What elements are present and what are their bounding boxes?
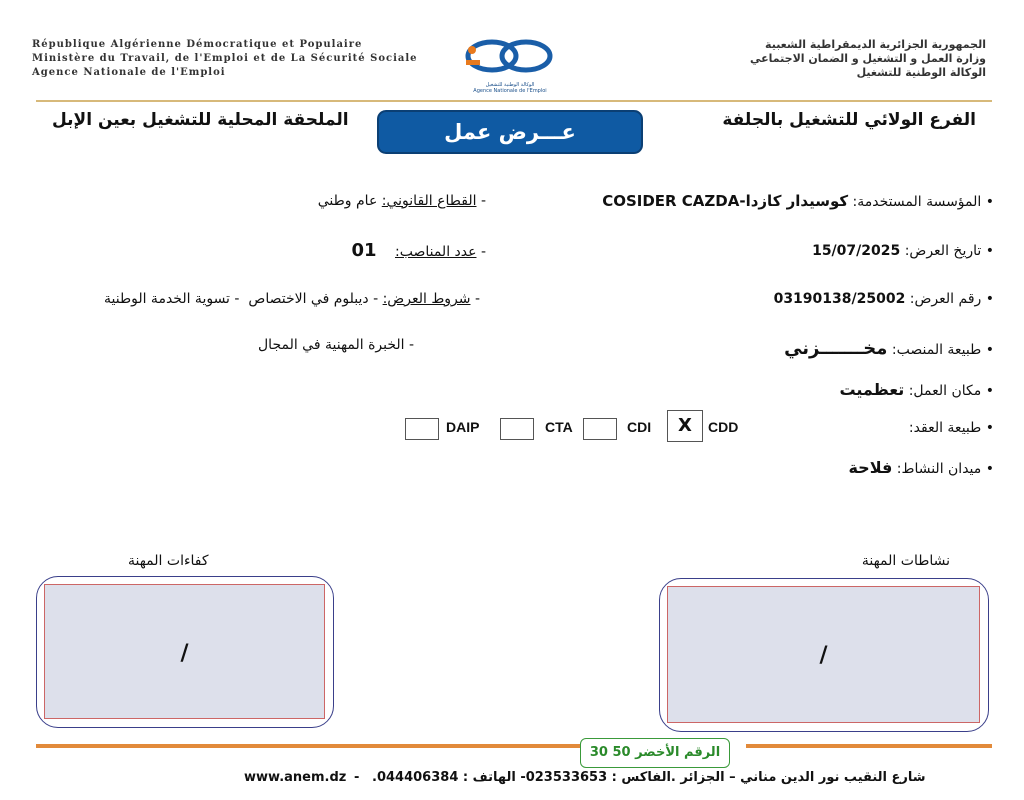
contract-field: • طبيعة العقد: bbox=[908, 420, 994, 436]
green-number: الرقم الأخضر 50 30 bbox=[580, 738, 730, 768]
header-french bbox=[32, 38, 422, 80]
cdd-label: CDD bbox=[708, 419, 739, 435]
cta-label: CTA bbox=[545, 419, 573, 435]
positions-count-label: عدد المناصب: bbox=[395, 244, 477, 260]
skills-panel bbox=[36, 576, 334, 728]
date-label: تاريخ العرض: bbox=[904, 243, 982, 259]
workplace-value: تعظميت bbox=[839, 380, 905, 399]
workplace-label: مكان العمل: bbox=[908, 383, 982, 399]
activity-value: فلاحة bbox=[848, 458, 893, 477]
date-field: • تاريخ العرض: 15/07/2025 bbox=[812, 243, 994, 259]
activities-panel-body bbox=[667, 586, 980, 723]
condition-3: الخبرة المهنية في المجال bbox=[258, 337, 405, 353]
agency-annex: الملحقة المحلية للتشغيل بعين الإبل bbox=[52, 110, 349, 130]
skills-value: / bbox=[180, 641, 189, 666]
anem-logo-icon bbox=[450, 36, 570, 78]
cdi-checkbox[interactable] bbox=[583, 418, 617, 440]
activity-label: ميدان النشاط: bbox=[896, 461, 982, 477]
header-ar-line2: وزارة العمل و التشغيل و الضمان الاجتماعي bbox=[750, 52, 986, 65]
condition-2: تسوية الخدمة الوطنية bbox=[104, 291, 230, 307]
activities-panel bbox=[659, 578, 989, 732]
position-label: طبيعة المنصب: bbox=[891, 342, 982, 358]
footer-rule-right bbox=[746, 744, 992, 748]
sector-value: عام وطني bbox=[317, 193, 378, 209]
position-value: مخـــــــزني bbox=[784, 338, 888, 359]
skills-panel-body bbox=[44, 584, 325, 719]
position-field: • طبيعة المنصب: مخـــــــزني bbox=[784, 338, 994, 359]
header-fr-line3: Agence Nationale de l'Emploi bbox=[32, 67, 226, 78]
header-fr-line2: Ministère du Travail, de l'Emploi et de La Sécurité Sociale bbox=[32, 53, 418, 64]
positions-count-field: - عدد المناصب: 01 bbox=[351, 240, 486, 261]
skills-title: كفاءات المهنة bbox=[128, 553, 209, 569]
activities-title: نشاطات المهنة bbox=[861, 553, 950, 569]
website-link[interactable]: www.anem.dz bbox=[244, 770, 347, 785]
workplace-field: • مكان العمل: تعظميت bbox=[839, 380, 994, 399]
condition-2-item: - تسوية الخدمة الوطنية bbox=[104, 291, 240, 307]
logo-caption-ar: الوكالة الوطنية للتشغيل bbox=[485, 82, 535, 88]
header-ar-line3: الوكالة الوطنية للتشغيل bbox=[856, 66, 986, 79]
positions-count-value: 01 bbox=[351, 240, 377, 261]
logo-caption-fr: Agence Nationale de l'Emploi bbox=[473, 88, 547, 94]
conditions-label: شروط العرض: bbox=[382, 291, 471, 307]
header-ar-line1: الجمهورية الجزائرية الديمقراطية الشعبية bbox=[765, 38, 986, 51]
footer-rule-left bbox=[36, 744, 582, 748]
daip-label: DAIP bbox=[446, 419, 480, 435]
condition-1: - ديبلوم في الاختصاص bbox=[248, 291, 379, 307]
employer-field: • المؤسسة المستخدمة: كوسيدار كازدا-COSIDER CAZDA bbox=[602, 192, 994, 210]
conditions-field: - شروط العرض: - ديبلوم في الاختصاص bbox=[248, 291, 480, 307]
offer-number-field: • رقم العرض: 03190138/25002 bbox=[773, 291, 994, 307]
offer-number-label: رقم العرض: bbox=[909, 291, 982, 307]
cdi-label: CDI bbox=[627, 419, 652, 435]
employer-label: المؤسسة المستخدمة: bbox=[852, 194, 982, 210]
anem-logo bbox=[445, 36, 575, 98]
header-fr-line1: République Algérienne Démocratique et Populaire bbox=[32, 39, 363, 50]
condition-3-item: - الخبرة المهنية في المجال bbox=[258, 337, 415, 353]
daip-checkbox[interactable] bbox=[405, 418, 439, 440]
sector-field: - القطاع القانوني: عام وطني bbox=[317, 193, 486, 209]
cta-checkbox[interactable] bbox=[500, 418, 534, 440]
header-arabic bbox=[586, 38, 986, 80]
cdd-checkbox[interactable]: X bbox=[667, 410, 703, 442]
employer-value: كوسيدار كازدا-COSIDER CAZDA bbox=[602, 192, 849, 210]
activity-field: • ميدان النشاط: فلاحة bbox=[848, 458, 994, 477]
header-divider bbox=[36, 100, 992, 102]
agency-branch: الفرع الولائي للتشغيل بالجلفة bbox=[722, 110, 976, 130]
contract-label: طبيعة العقد: bbox=[908, 420, 982, 436]
footer-dash: - bbox=[354, 770, 360, 785]
offer-number-value: 03190138/25002 bbox=[773, 291, 906, 307]
date-value: 15/07/2025 bbox=[812, 243, 901, 259]
sector-label: القطاع القانوني: bbox=[381, 193, 477, 209]
footer-address: شارع النقيب نور الدين مناني – الجزائر .الفاكس : 023533653- الهاتف : 044406384. bbox=[372, 770, 926, 785]
page-title: عـــرض عمل bbox=[377, 110, 643, 154]
activities-value: / bbox=[819, 643, 828, 668]
